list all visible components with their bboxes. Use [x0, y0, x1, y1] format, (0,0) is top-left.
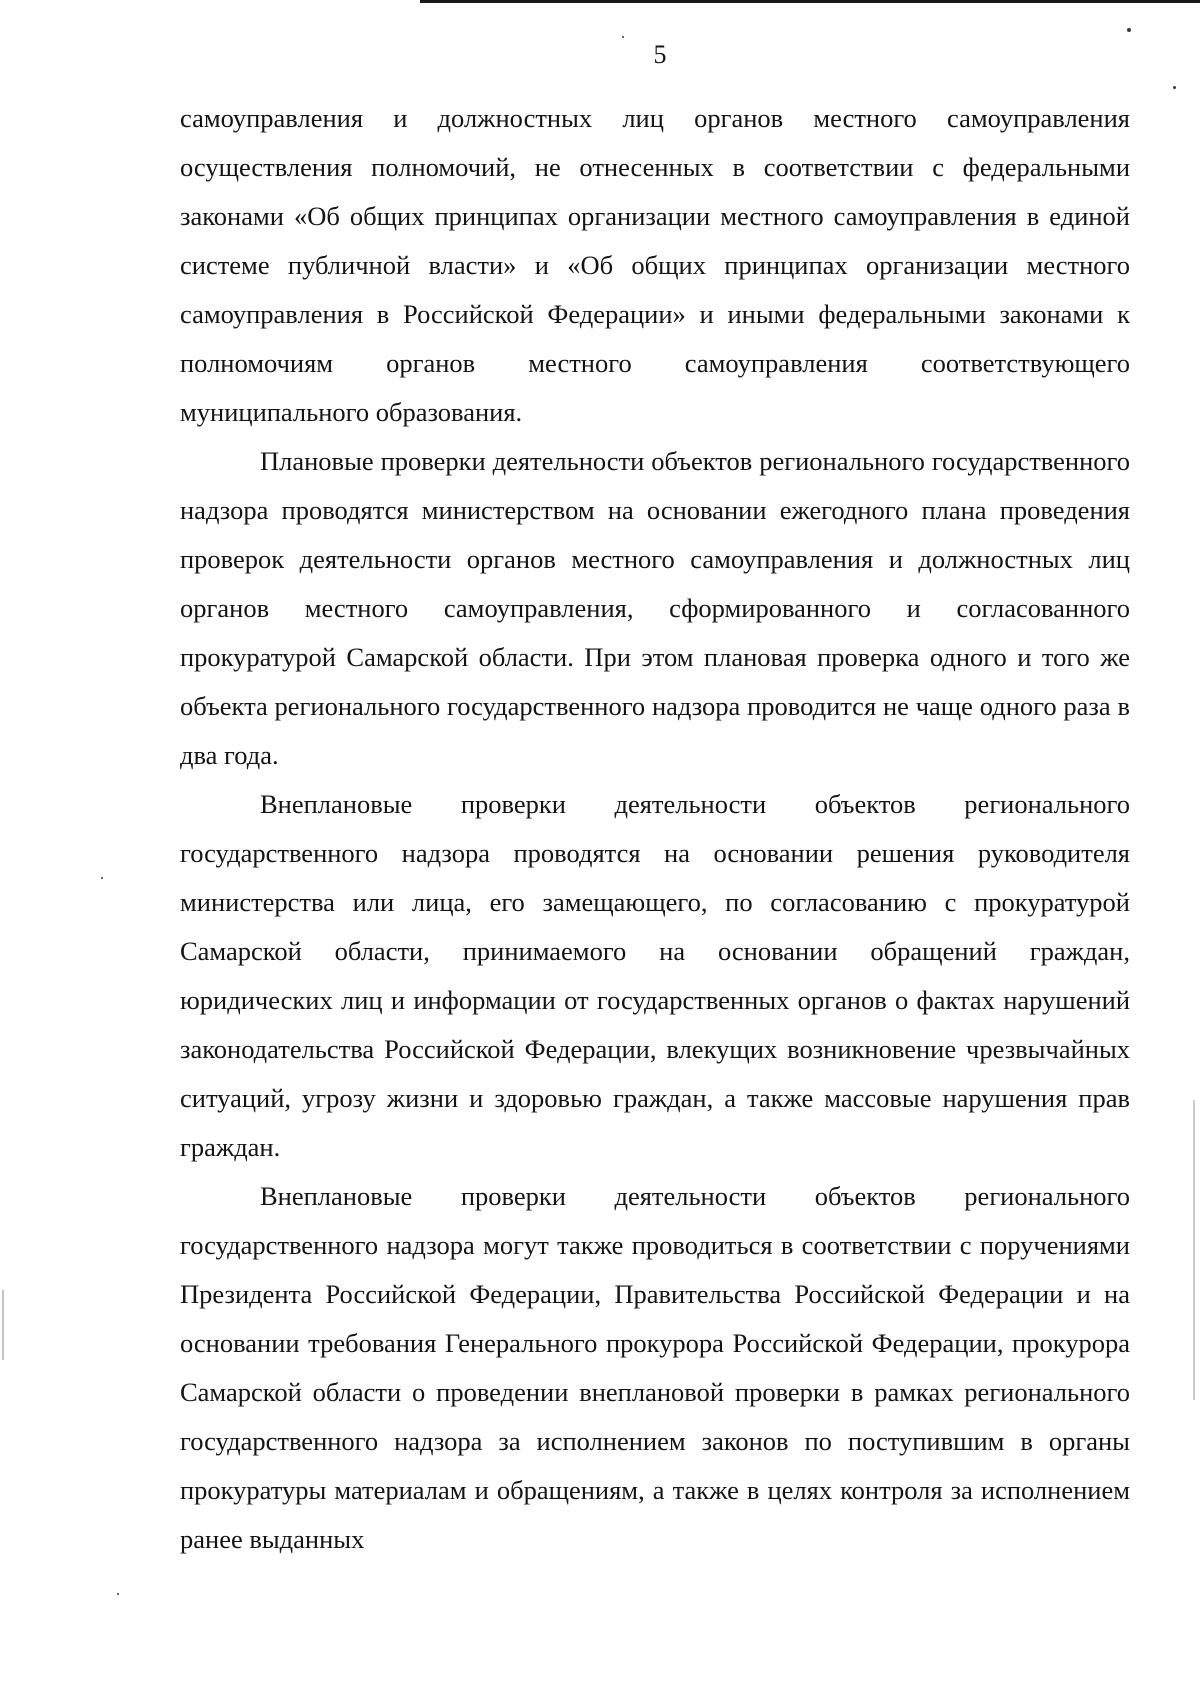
document-body [180, 94, 1130, 1564]
scan-speck [1127, 28, 1131, 32]
paragraph-4: Внеплановые проверки деятельности объектов регионального государственного надзора могут также проводиться в соответствии с поручениями Президента Российской Федерации, Правительства Российской Федерации и на основании требования Генерального прокурора Российской Федерации, прокурора Самарской области о проведении внеплановой проверки в рамках регионального государственного надзора за исполнением законов по поступившим в органы прокуратуры материалам и обращениям, а также в целях контроля за исполнением ранее выданных [180, 1181, 1130, 1554]
top-border-line [420, 0, 1200, 3]
page-number: 5 [653, 40, 667, 69]
paragraph-2: Плановые проверки деятельности объектов регионального государственного надзора проводятся министерством на основании ежегодного плана проведения проверок деятельности органов местного самоуправления и должностных лиц органов местного самоуправления, сформированного и согласованного прокуратурой Самарской области. При этом плановая проверка одного и того же объекта регионального государственного надзора проводится не чаще одного раза в два года. [180, 446, 1130, 770]
scan-speck [1173, 86, 1176, 89]
scan-speck [117, 1593, 119, 1595]
scan-speck [622, 36, 624, 38]
scan-speck [101, 877, 103, 879]
paragraph-3: Внеплановые проверки деятельности объектов регионального государственного надзора проводятся на основании решения руководителя министерства или лица, его замещающего, по согласованию с прокуратурой Самарской области, принимаемого на основании обращений граждан, юридических лиц и информации от государственных органов о фактах нарушений законодательства Российской Федерации, влекущих возникновение чрезвычайных ситуаций, угрозу жизни и здоровью граждан, а также массовые нарушения прав граждан. [180, 789, 1130, 1162]
scan-edge-mark [2, 1290, 4, 1360]
scan-edge-mark [1193, 1100, 1195, 1400]
paragraph-1: самоуправления и должностных лиц органов местного самоуправления осуществления полномочий, не отнесенных в соответствии с федеральными законами «Об общих принципах организации местного самоуправления в единой системе публичной власти» и «Об общих принципах организации местного самоуправления в Российской Федерации» и иными федеральными законами к полномочиям органов местного самоуправления соответствующего муниципального образования. [180, 103, 1130, 427]
